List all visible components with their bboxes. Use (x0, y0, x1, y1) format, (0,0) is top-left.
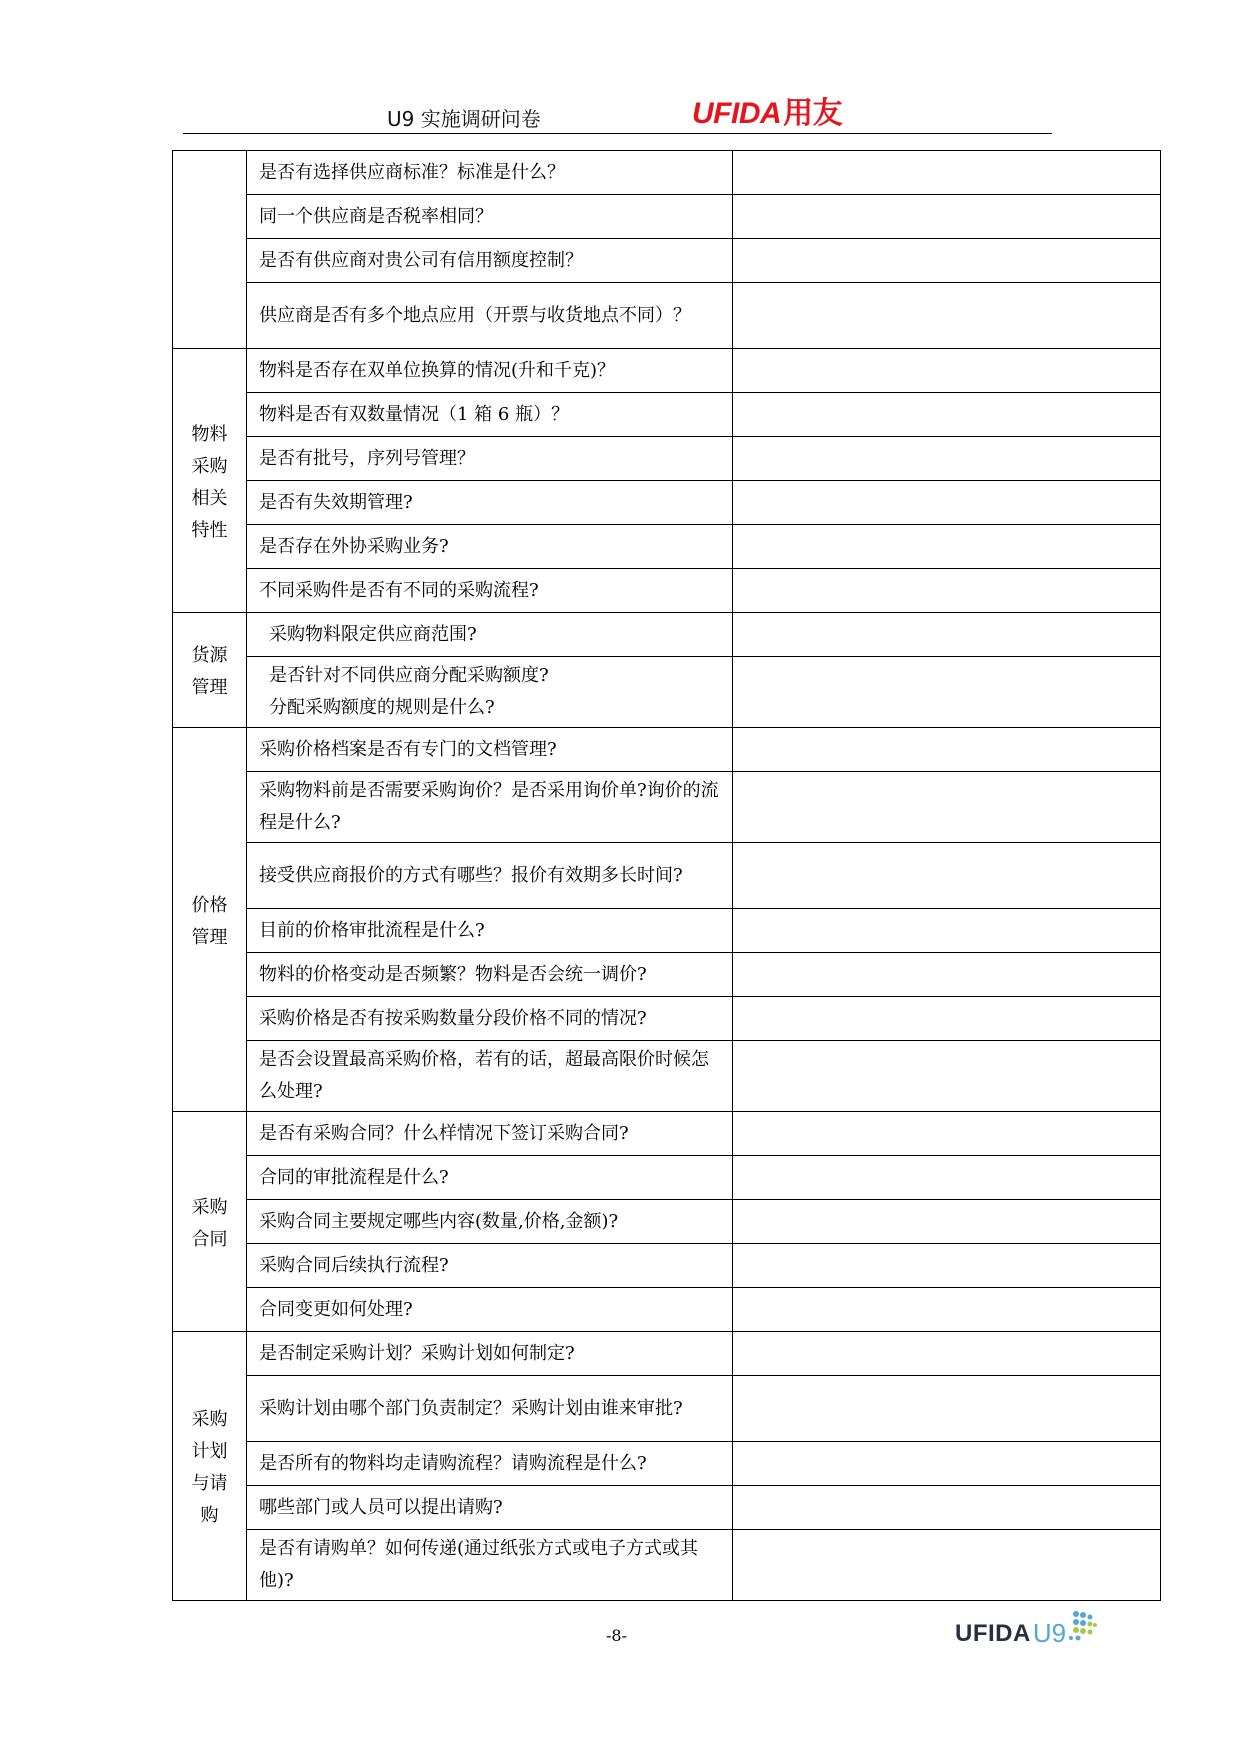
table-row (173, 1288, 1161, 1332)
footer-logo-text: UFIDA (955, 1619, 1031, 1647)
answer-cell[interactable] (733, 909, 1161, 953)
answer-cell[interactable] (733, 613, 1161, 657)
table-row (173, 1442, 1161, 1486)
question-cell: 采购价格档案是否有专门的文档管理? (247, 728, 733, 772)
question-cell: 采购物料前是否需要采购询价？是否采用询价单?询价的流程是什么? (247, 772, 733, 843)
answer-cell[interactable] (733, 1376, 1161, 1442)
category-cell: 采购合同 (173, 1112, 247, 1332)
question-cell: 是否有批号，序列号管理？ (247, 437, 733, 481)
answer-cell[interactable] (733, 437, 1161, 481)
table-row (173, 151, 1161, 195)
table-row (173, 1530, 1161, 1601)
table-row (173, 525, 1161, 569)
answer-cell[interactable] (733, 657, 1161, 728)
question-cell: 是否有选择供应商标准？标准是什么？ (247, 151, 733, 195)
table-row (173, 1156, 1161, 1200)
question-cell: 供应商是否有多个地点应用（开票与收货地点不同）？ (247, 283, 733, 349)
question-cell: 是否有采购合同？什么样情况下签订采购合同? (247, 1112, 733, 1156)
question-cell: 接受供应商报价的方式有哪些？报价有效期多长时间? (247, 843, 733, 909)
question-cell: 是否会设置最高采购价格，若有的话，超最高限价时候怎么处理? (247, 1041, 733, 1112)
question-cell: 物料是否存在双单位换算的情况(升和千克)？ (247, 349, 733, 393)
table-row (173, 1486, 1161, 1530)
answer-cell[interactable] (733, 1288, 1161, 1332)
answer-cell[interactable] (733, 1112, 1161, 1156)
footer-logo-suffix: U9 (1032, 1618, 1067, 1648)
question-cell: 是否有供应商对贵公司有信用额度控制？ (247, 239, 733, 283)
answer-cell[interactable] (733, 393, 1161, 437)
table-row (173, 1200, 1161, 1244)
question-cell: 合同变更如何处理? (247, 1288, 733, 1332)
document-header-title: U9 实施调研问卷 (387, 107, 541, 131)
table-row (173, 349, 1161, 393)
question-cell: 是否针对不同供应商分配采购额度? 分配采购额度的规则是什么? (247, 657, 733, 728)
question-cell: 是否存在外协采购业务? (247, 525, 733, 569)
question-cell: 同一个供应商是否税率相同？ (247, 195, 733, 239)
answer-cell[interactable] (733, 953, 1161, 997)
question-cell: 是否有请购单？如何传递(通过纸张方式或电子方式或其他)? (247, 1530, 733, 1601)
page-number: -8- (606, 1626, 627, 1645)
question-cell: 采购合同后续执行流程? (247, 1244, 733, 1288)
answer-cell[interactable] (733, 283, 1161, 349)
logo-text: UFIDA (692, 97, 782, 130)
ufida-brand-logo (692, 88, 842, 132)
question-cell: 采购物料限定供应商范围? (247, 613, 733, 657)
table-row (173, 195, 1161, 239)
question-cell: 哪些部门或人员可以提出请购? (247, 1486, 733, 1530)
question-cell: 不同采购件是否有不同的采购流程? (247, 569, 733, 613)
answer-cell[interactable] (733, 1200, 1161, 1244)
question-cell: 目前的价格审批流程是什么? (247, 909, 733, 953)
table-row (173, 953, 1161, 997)
table-row (173, 1041, 1161, 1112)
category-cell: 价格管理 (173, 728, 247, 1112)
answer-cell[interactable] (733, 239, 1161, 283)
table-row (173, 1332, 1161, 1376)
question-cell: 采购合同主要规定哪些内容(数量,价格,金额)? (247, 1200, 733, 1244)
answer-cell[interactable] (733, 195, 1161, 239)
table-row (173, 1244, 1161, 1288)
table-row (173, 239, 1161, 283)
table-row (173, 909, 1161, 953)
category-cell (173, 151, 247, 349)
logo-cn-text: 用友 (783, 96, 843, 131)
answer-cell[interactable] (733, 349, 1161, 393)
table-row (173, 1376, 1161, 1442)
category-cell: 采购计划与请购 (173, 1332, 247, 1601)
answer-cell[interactable] (733, 569, 1161, 613)
answer-cell[interactable] (733, 1041, 1161, 1112)
dots-logo-icon (1068, 1610, 1098, 1644)
question-cell: 是否所有的物料均走请购流程？请购流程是什么? (247, 1442, 733, 1486)
table-row (173, 481, 1161, 525)
table-row (173, 843, 1161, 909)
ufida-u9-logo (955, 1618, 1098, 1649)
table-row (173, 393, 1161, 437)
answer-cell[interactable] (733, 1156, 1161, 1200)
answer-cell[interactable] (733, 1530, 1161, 1601)
table-row (173, 613, 1161, 657)
table-row (173, 997, 1161, 1041)
category-cell: 物料采购相关特性 (173, 349, 247, 613)
question-cell: 物料的价格变动是否频繁？物料是否会统一调价? (247, 953, 733, 997)
answer-cell[interactable] (733, 1442, 1161, 1486)
table-row (173, 772, 1161, 843)
question-cell: 采购计划由哪个部门负责制定？采购计划由谁来审批? (247, 1376, 733, 1442)
table-row (173, 437, 1161, 481)
table-row (173, 657, 1161, 728)
question-cell: 采购价格是否有按采购数量分段价格不同的情况? (247, 997, 733, 1041)
header-divider (183, 133, 1052, 134)
answer-cell[interactable] (733, 151, 1161, 195)
table-row (173, 728, 1161, 772)
survey-table (172, 150, 1161, 1601)
table-row (173, 1112, 1161, 1156)
table-row (173, 283, 1161, 349)
answer-cell[interactable] (733, 525, 1161, 569)
answer-cell[interactable] (733, 481, 1161, 525)
category-cell: 货源管理 (173, 613, 247, 728)
answer-cell[interactable] (733, 728, 1161, 772)
answer-cell[interactable] (733, 1486, 1161, 1530)
answer-cell[interactable] (733, 1244, 1161, 1288)
table-row (173, 569, 1161, 613)
answer-cell[interactable] (733, 843, 1161, 909)
answer-cell[interactable] (733, 772, 1161, 843)
question-cell: 是否有失效期管理? (247, 481, 733, 525)
question-cell: 物料是否有双数量情况（1 箱 6 瓶）？ (247, 393, 733, 437)
answer-cell[interactable] (733, 997, 1161, 1041)
answer-cell[interactable] (733, 1332, 1161, 1376)
question-cell: 是否制定采购计划？采购计划如何制定? (247, 1332, 733, 1376)
question-cell: 合同的审批流程是什么? (247, 1156, 733, 1200)
